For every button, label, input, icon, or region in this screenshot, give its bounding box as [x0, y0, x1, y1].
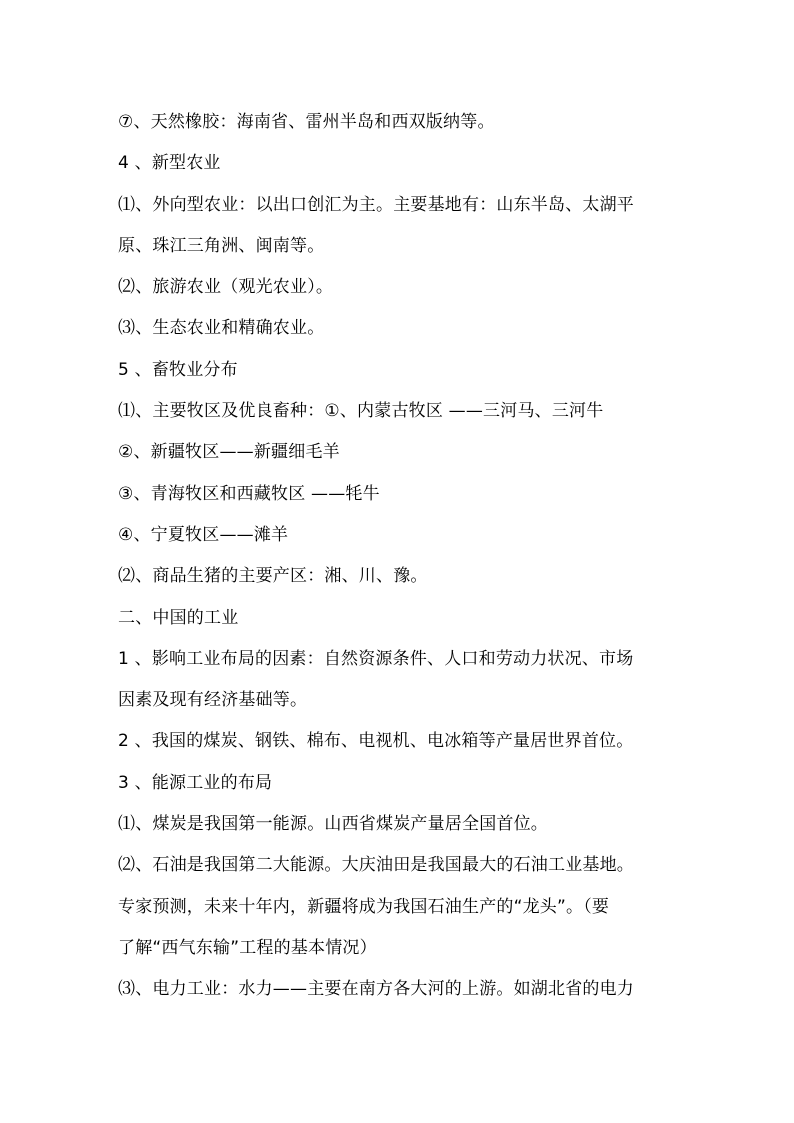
text-line: ⑵、石油是我国第二大能源。大庆油田是我国最大的石油工业基地。: [118, 855, 634, 876]
section-heading: 3 、能源工业的布局: [118, 772, 273, 793]
section-heading: 4 、新型农业: [118, 153, 221, 174]
section-heading: 5 、畜牧业分布: [118, 359, 238, 380]
text-line: ⑶、电力工业：水力——主要在南方各大河的上游。如湖北省的电力: [118, 979, 634, 1000]
text-line: 原、珠江三角洲、闽南等。: [118, 235, 325, 256]
document-body: [118, 102, 688, 1011]
text-line: ⑴、煤炭是我国第一能源。山西省煤炭产量居全国首位。: [118, 814, 548, 835]
text-line: ⑴、外向型农业：以出口创汇为主。主要基地有：山东半岛、太湖平: [118, 194, 634, 215]
text-line: 因素及现有经济基础等。: [118, 690, 308, 711]
text-line: 了解“西气东输”工程的基本情况）: [118, 937, 377, 958]
text-line: ⑶、生态农业和精确农业。: [118, 318, 325, 339]
text-line: ⑦、天然橡胶：海南省、雷州半岛和西双版纳等。: [118, 112, 495, 132]
section-heading: 1 、影响工业布局的因素：自然资源条件、人口和劳动力状况、市场: [118, 648, 634, 669]
section-heading: 2 、我国的煤炭、钢铁、棉布、电视机、电冰箱等产量居世界首位。: [118, 731, 634, 752]
chapter-heading: 二、中国的工业: [118, 607, 239, 628]
text-line: ②、新疆牧区——新疆细毛羊: [118, 442, 340, 463]
text-line: ⑵、旅游农业（观光农业）。: [118, 277, 334, 298]
text-line: ⑵、商品生猪的主要产区：湘、川、豫。: [118, 566, 428, 587]
text-line: ⑴、主要牧区及优良畜种：①、内蒙古牧区 ——三河马、三河牛: [118, 401, 604, 422]
text-line: ③、青海牧区和西藏牧区 ——牦牛: [118, 483, 380, 504]
text-line: 专家预测，未来十年内，新疆将成为我国石油生产的“龙头”。（要: [118, 896, 610, 917]
text-line: ④、宁夏牧区——滩羊: [118, 524, 289, 545]
